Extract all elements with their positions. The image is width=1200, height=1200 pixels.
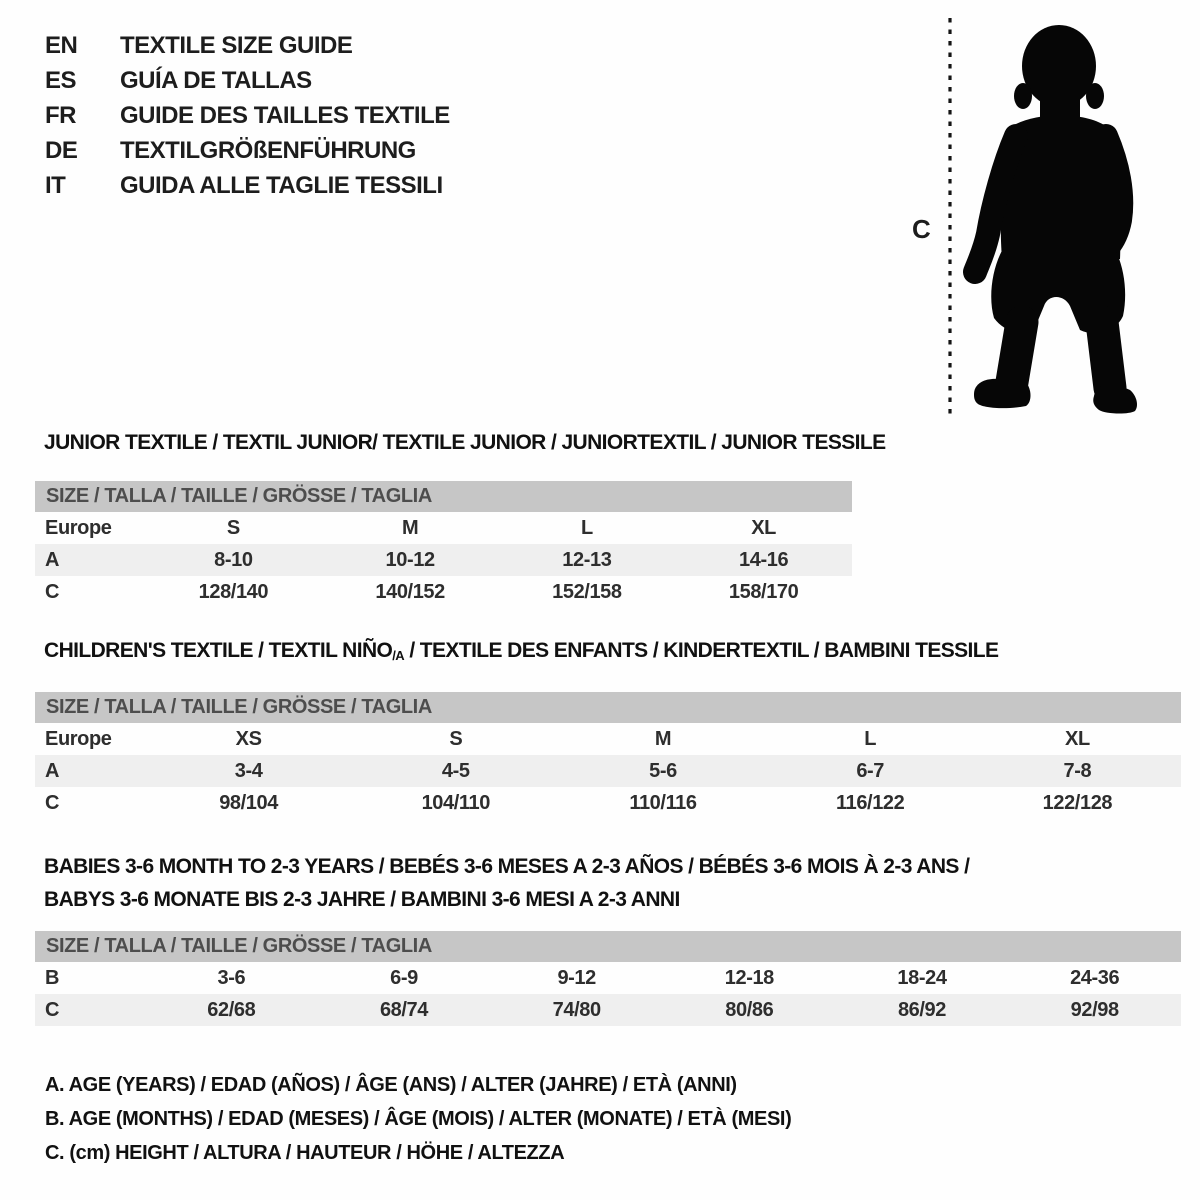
babies-section-title-line1: BABIES 3-6 MONTH TO 2-3 YEARS / BEBÉS 3-6 MESES A 2-3 AÑOS / BÉBÉS 3-6 MOIS À 2-3 ANS / [44, 855, 970, 878]
size-cell: 12-13 [562, 548, 612, 571]
size-cell: 3-4 [234, 759, 263, 782]
size-cell: 104/110 [421, 791, 490, 814]
size-cell: 7-8 [1063, 759, 1092, 782]
size-cell: XL [1065, 727, 1090, 750]
lang-row-it [45, 168, 450, 203]
table-row [35, 723, 1181, 755]
size-cell: 80/86 [725, 998, 774, 1021]
row-label: Europe [45, 727, 112, 750]
size-cell: 24-36 [1070, 966, 1120, 989]
size-cell: 8-10 [214, 548, 253, 571]
size-cell: 86/92 [897, 998, 947, 1021]
table-row [35, 787, 1181, 819]
children-title-text: / TEXTILE DES ENFANTS / KINDERTEXTIL / BAMBINI TESSILE [404, 639, 999, 662]
guide-title: TEXTILE SIZE GUIDE [120, 32, 353, 59]
guide-title: TEXTILGRÖßENFÜHRUNG [120, 137, 416, 164]
size-cell: 18-24 [897, 966, 947, 989]
size-cell: 6-7 [856, 759, 885, 782]
size-cell: 68/74 [379, 998, 429, 1021]
table-row [35, 994, 1181, 1026]
table-row [35, 755, 1181, 787]
size-cell: L [580, 516, 593, 539]
lang-row-de [45, 133, 450, 168]
size-cell: M [654, 727, 672, 750]
babies-section [35, 850, 1181, 1026]
row-label: C [45, 998, 60, 1021]
lang-code: ES [45, 67, 77, 94]
size-header-bar: SIZE / TALLA / TAILLE / GRÖSSE / TAGLIA [35, 481, 852, 512]
size-cell: L [864, 727, 877, 750]
junior-section [35, 431, 886, 608]
table-row [35, 576, 852, 608]
size-cell: 10-12 [385, 548, 435, 571]
size-cell: XL [751, 516, 776, 539]
size-cell: 116/122 [835, 791, 905, 814]
size-cell: 122/128 [1042, 791, 1113, 814]
size-cell: 3-6 [217, 966, 246, 989]
children-title-subscript: /A [392, 648, 405, 663]
size-cell: 74/80 [552, 998, 601, 1021]
toddler-silhouette-icon [960, 22, 1142, 420]
legend-line-b: B. AGE (MONTHS) / EDAD (MESES) / ÂGE (MOIS) / ALTER (MONATE) / ETÀ (MESI) [45, 1108, 792, 1130]
guide-title: GUIDA ALLE TAGLIE TESSILI [120, 172, 443, 199]
size-cell: 14-16 [739, 548, 789, 571]
size-cell: 140/152 [375, 580, 445, 603]
legend-line-a: A. AGE (YEARS) / EDAD (AÑOS) / ÂGE (ANS) / ALTER (JAHRE) / ETÀ (ANNI) [45, 1074, 737, 1096]
guide-title: GUIDE DES TAILLES TEXTILE [120, 102, 450, 129]
size-cell: XS [235, 727, 262, 750]
table-row [35, 962, 1181, 994]
lang-code: EN [45, 32, 78, 59]
height-c-label: C [912, 214, 931, 244]
lang-code: FR [45, 102, 76, 129]
table-row [35, 544, 852, 576]
lang-row-fr [45, 98, 450, 133]
size-cell: M [401, 516, 419, 539]
children-size-table [35, 692, 1181, 819]
babies-section-title-line2: BABYS 3-6 MONATE BIS 2-3 JAHRE / BAMBINI 3-6 MESI A 2-3 ANNI [44, 888, 680, 911]
junior-section-title: JUNIOR TEXTILE / TEXTIL JUNIOR/ TEXTILE JUNIOR / JUNIORTEXTIL / JUNIOR TESSILE [44, 431, 886, 454]
size-cell: S [226, 516, 240, 539]
size-cell: 62/68 [207, 998, 256, 1021]
row-label: A [45, 759, 60, 782]
size-header-bar: SIZE / TALLA / TAILLE / GRÖSSE / TAGLIA [35, 931, 1181, 962]
legend-line-c: C. (cm) HEIGHT / ALTURA / HAUTEUR / HÖHE / ALTEZZA [45, 1142, 565, 1164]
size-cell: 6-9 [390, 966, 418, 989]
size-cell: 128/140 [198, 580, 269, 603]
row-label: A [45, 548, 60, 571]
language-title-block [45, 28, 450, 203]
size-cell: 5-6 [649, 759, 677, 782]
children-section-title [35, 640, 1181, 664]
size-cell: 4-5 [441, 759, 470, 782]
babies-size-table [35, 931, 1181, 1026]
size-header-bar: SIZE / TALLA / TAILLE / GRÖSSE / TAGLIA [35, 692, 1181, 723]
lang-code: DE [45, 137, 78, 164]
row-label: Europe [45, 516, 112, 539]
size-cell: 12-18 [724, 966, 774, 989]
lang-code: IT [45, 172, 66, 199]
size-cell: 9-12 [557, 966, 596, 989]
size-cell: 110/116 [629, 791, 697, 814]
lang-row-en [45, 28, 450, 63]
size-cell: 98/104 [219, 791, 278, 814]
size-cell: 158/170 [728, 580, 799, 603]
table-row [35, 512, 852, 544]
children-title-text: CHILDREN'S TEXTILE / TEXTIL NIÑO [44, 639, 393, 662]
row-label: C [45, 580, 60, 603]
size-cell: S [449, 727, 463, 750]
junior-size-table [35, 481, 852, 608]
measurement-legend [45, 1068, 791, 1170]
size-cell: 92/98 [1070, 998, 1119, 1021]
row-label: B [45, 966, 60, 989]
row-label: C [45, 791, 60, 814]
height-dashed-line [946, 18, 954, 415]
children-section [35, 640, 1181, 819]
size-cell: 152/158 [552, 580, 622, 603]
guide-title: GUÍA DE TALLAS [120, 67, 312, 94]
lang-row-es [45, 63, 450, 98]
